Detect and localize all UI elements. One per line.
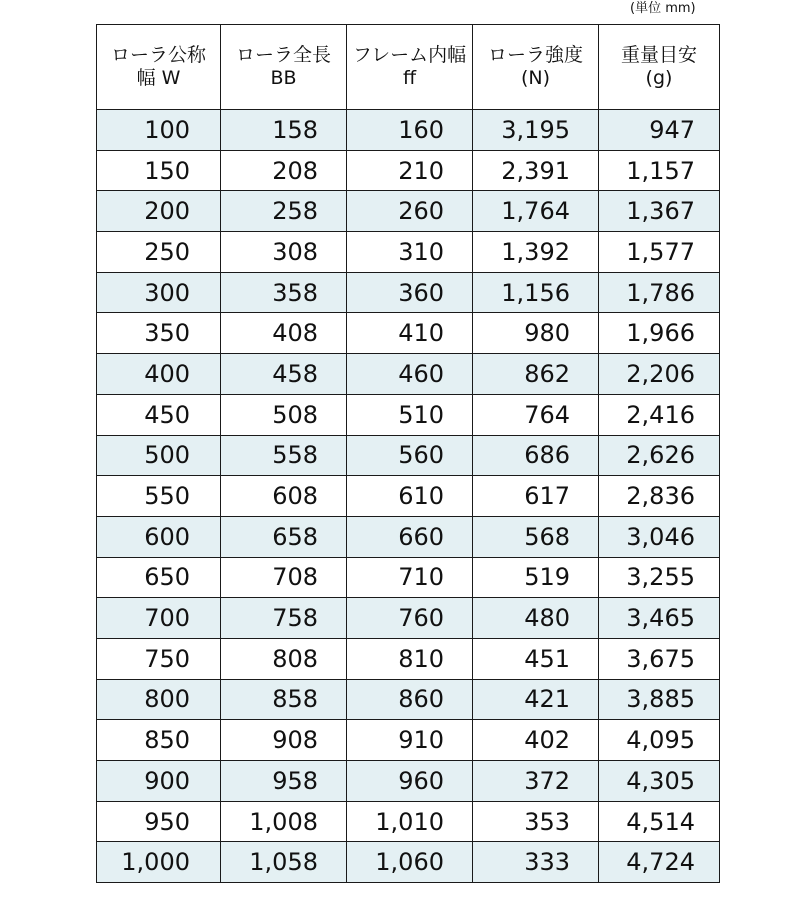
cell-roller-length: 558: [221, 435, 347, 476]
cell-nominal-width: 550: [97, 476, 221, 517]
table-row: [97, 272, 720, 313]
cell-roller-strength: 980: [473, 313, 599, 354]
cell-frame-inner-width: 1,060: [347, 842, 473, 883]
cell-weight: 4,724: [599, 842, 720, 883]
cell-weight: 3,675: [599, 638, 720, 679]
header-line: 幅 W: [136, 67, 181, 89]
cell-roller-length: 258: [221, 191, 347, 232]
cell-roller-strength: 862: [473, 354, 599, 395]
cell-nominal-width: 350: [97, 313, 221, 354]
cell-weight: 1,966: [599, 313, 720, 354]
cell-weight: 947: [599, 110, 720, 151]
table-row: [97, 354, 720, 395]
cell-frame-inner-width: 1,010: [347, 801, 473, 842]
table-row: [97, 191, 720, 232]
cell-roller-strength: 2,391: [473, 150, 599, 191]
cell-frame-inner-width: 160: [347, 110, 473, 151]
cell-roller-length: 308: [221, 232, 347, 273]
table-row: [97, 110, 720, 151]
cell-roller-length: 408: [221, 313, 347, 354]
cell-roller-length: 1,008: [221, 801, 347, 842]
cell-weight: 1,367: [599, 191, 720, 232]
cell-roller-strength: 1,764: [473, 191, 599, 232]
cell-nominal-width: 600: [97, 516, 221, 557]
cell-frame-inner-width: 360: [347, 272, 473, 313]
cell-nominal-width: 900: [97, 761, 221, 802]
cell-roller-length: 808: [221, 638, 347, 679]
table-body: [97, 110, 720, 883]
cell-weight: 2,206: [599, 354, 720, 395]
cell-roller-strength: 451: [473, 638, 599, 679]
header-nominal-width: [97, 25, 221, 110]
cell-roller-strength: 686: [473, 435, 599, 476]
cell-weight: 1,157: [599, 150, 720, 191]
cell-frame-inner-width: 260: [347, 191, 473, 232]
cell-weight: 1,786: [599, 272, 720, 313]
cell-nominal-width: 850: [97, 720, 221, 761]
cell-nominal-width: 500: [97, 435, 221, 476]
cell-nominal-width: 100: [97, 110, 221, 151]
cell-roller-strength: 421: [473, 679, 599, 720]
cell-weight: 2,836: [599, 476, 720, 517]
cell-roller-length: 508: [221, 394, 347, 435]
cell-roller-length: 458: [221, 354, 347, 395]
cell-roller-length: 358: [221, 272, 347, 313]
cell-roller-strength: 333: [473, 842, 599, 883]
cell-frame-inner-width: 910: [347, 720, 473, 761]
cell-roller-strength: 1,392: [473, 232, 599, 273]
cell-roller-length: 158: [221, 110, 347, 151]
cell-roller-length: 858: [221, 679, 347, 720]
table-row: [97, 598, 720, 639]
cell-weight: 3,465: [599, 598, 720, 639]
cell-frame-inner-width: 460: [347, 354, 473, 395]
cell-nominal-width: 450: [97, 394, 221, 435]
cell-weight: 3,255: [599, 557, 720, 598]
cell-nominal-width: 700: [97, 598, 221, 639]
cell-roller-length: 908: [221, 720, 347, 761]
cell-frame-inner-width: 810: [347, 638, 473, 679]
header-roller-strength: [473, 25, 599, 110]
cell-frame-inner-width: 310: [347, 232, 473, 273]
cell-frame-inner-width: 560: [347, 435, 473, 476]
cell-nominal-width: 800: [97, 679, 221, 720]
cell-nominal-width: 1,000: [97, 842, 221, 883]
cell-weight: 3,885: [599, 679, 720, 720]
unit-note: (単位 mm): [630, 1, 696, 16]
header-line: ローラ強度: [487, 44, 583, 66]
cell-roller-strength: 519: [473, 557, 599, 598]
table-row: [97, 842, 720, 883]
cell-weight: 4,514: [599, 801, 720, 842]
cell-roller-strength: 372: [473, 761, 599, 802]
cell-weight: 4,305: [599, 761, 720, 802]
header-roller-length: [221, 25, 347, 110]
cell-roller-strength: 617: [473, 476, 599, 517]
header-line: フレーム内幅: [352, 44, 467, 66]
table-row: [97, 150, 720, 191]
cell-frame-inner-width: 610: [347, 476, 473, 517]
table-row: [97, 313, 720, 354]
cell-nominal-width: 200: [97, 191, 221, 232]
table-row: [97, 435, 720, 476]
header-frame-inner-width: [347, 25, 473, 110]
cell-nominal-width: 650: [97, 557, 221, 598]
cell-weight: 3,046: [599, 516, 720, 557]
cell-roller-length: 658: [221, 516, 347, 557]
cell-roller-strength: 353: [473, 801, 599, 842]
table-row: [97, 720, 720, 761]
header-row: [97, 25, 720, 110]
cell-nominal-width: 300: [97, 272, 221, 313]
cell-frame-inner-width: 210: [347, 150, 473, 191]
cell-roller-strength: 764: [473, 394, 599, 435]
table-row: [97, 761, 720, 802]
cell-roller-strength: 568: [473, 516, 599, 557]
cell-roller-strength: 402: [473, 720, 599, 761]
table-row: [97, 801, 720, 842]
table-row: [97, 516, 720, 557]
table-row: [97, 476, 720, 517]
cell-nominal-width: 250: [97, 232, 221, 273]
cell-roller-length: 608: [221, 476, 347, 517]
cell-frame-inner-width: 760: [347, 598, 473, 639]
table-row: [97, 557, 720, 598]
cell-nominal-width: 750: [97, 638, 221, 679]
header-line: ローラ全長: [235, 44, 331, 66]
cell-roller-length: 758: [221, 598, 347, 639]
cell-roller-strength: 480: [473, 598, 599, 639]
cell-weight: 4,095: [599, 720, 720, 761]
header-line: (g): [645, 67, 673, 89]
cell-frame-inner-width: 660: [347, 516, 473, 557]
cell-nominal-width: 150: [97, 150, 221, 191]
cell-weight: 2,626: [599, 435, 720, 476]
table-row: [97, 638, 720, 679]
header-line: ローラ公称: [110, 44, 206, 66]
roller-spec-table: [96, 24, 720, 883]
cell-weight: 2,416: [599, 394, 720, 435]
cell-nominal-width: 400: [97, 354, 221, 395]
cell-roller-strength: 1,156: [473, 272, 599, 313]
cell-roller-length: 1,058: [221, 842, 347, 883]
header-line: (N): [520, 67, 551, 89]
cell-nominal-width: 950: [97, 801, 221, 842]
cell-frame-inner-width: 710: [347, 557, 473, 598]
table-row: [97, 394, 720, 435]
cell-frame-inner-width: 960: [347, 761, 473, 802]
cell-frame-inner-width: 410: [347, 313, 473, 354]
header-line: 重量目安: [620, 44, 697, 66]
cell-roller-length: 208: [221, 150, 347, 191]
cell-roller-length: 958: [221, 761, 347, 802]
header-line: BB: [270, 67, 297, 89]
cell-roller-length: 708: [221, 557, 347, 598]
cell-roller-strength: 3,195: [473, 110, 599, 151]
header-weight: [599, 25, 720, 110]
header-line: ff: [402, 67, 417, 89]
cell-frame-inner-width: 860: [347, 679, 473, 720]
cell-weight: 1,577: [599, 232, 720, 273]
table-row: [97, 679, 720, 720]
table-row: [97, 232, 720, 273]
cell-frame-inner-width: 510: [347, 394, 473, 435]
